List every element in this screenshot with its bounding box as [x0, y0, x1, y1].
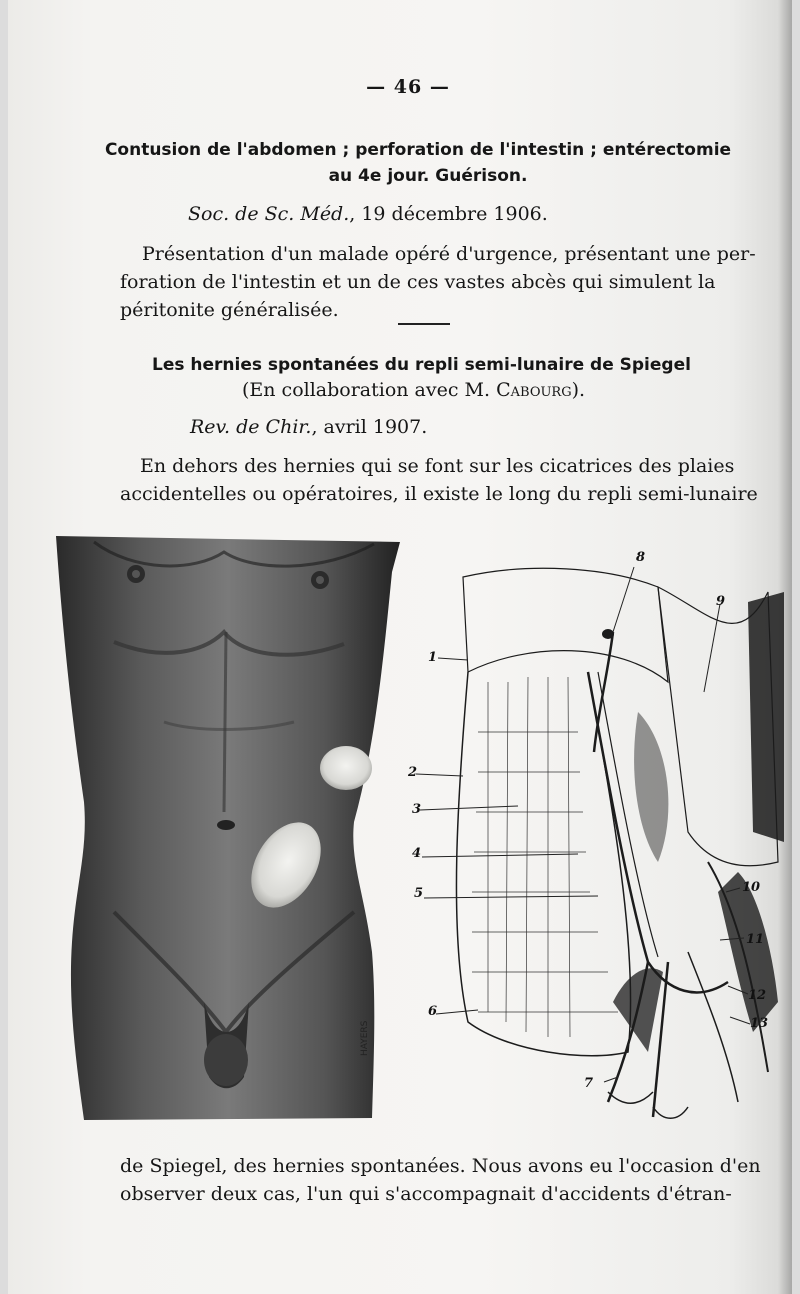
figure-label-12: 12: [748, 988, 767, 1003]
figure-label-6: 6: [428, 1004, 438, 1019]
figure-label-1: 1: [428, 650, 438, 665]
page-number: — 46 —: [366, 76, 450, 98]
figure-label-5: 5: [414, 886, 424, 901]
section2-body-line-1: En dehors des hernies qui se font sur les cicatrices des plaies: [140, 455, 735, 477]
section1-citation-journal: Soc. de Sc. Méd.: [188, 203, 350, 225]
figure-label-7: 7: [584, 1076, 594, 1091]
continuation-line-1: de Spiegel, des hernies spontanées. Nous avons eu l'occasion d'en: [120, 1155, 761, 1177]
anatomical-drawing: [408, 532, 788, 1122]
section2-collab-prefix: (En collaboration avec M.: [242, 379, 497, 401]
section-divider: [398, 323, 450, 325]
section1-citation-date: , 19 décembre 1906.: [349, 203, 548, 225]
section2-title-line1: Les hernies spontanées du repli semi-lunaire de Spiegel: [152, 355, 691, 375]
section2-citation: [190, 413, 427, 442]
section1-title-line2: au 4e jour. Guérison.: [328, 166, 528, 186]
section2-collab-suffix: ).: [571, 379, 586, 401]
figure-label-9: 9: [716, 594, 726, 609]
section1-body-line-3: péritonite généralisée.: [120, 299, 339, 321]
section2-title-line2: [242, 376, 585, 405]
section1-body-line-1: Présentation d'un malade opéré d'urgence, présentant une per-: [142, 243, 756, 265]
figure-label-8: 8: [636, 550, 646, 565]
section2-collab-name: Cabourg: [496, 379, 572, 401]
figure-label-10: 10: [742, 880, 761, 895]
engraver-signature: HAYERS: [360, 1020, 370, 1056]
figure-label-2: 2: [408, 765, 418, 780]
section1-citation: [188, 200, 548, 229]
figure-label-4: 4: [412, 846, 422, 861]
section2-citation-journal: Rev. de Chir.: [190, 416, 312, 438]
figure-label-11: 11: [746, 932, 765, 947]
section1-body-line-2: foration de l'intestin et un de ces vastes abcès qui simulent la: [120, 271, 716, 293]
section2-citation-date: , avril 1907.: [311, 416, 428, 438]
continuation-line-2: observer deux cas, l'un qui s'accompagnait d'accidents d'étran-: [120, 1183, 732, 1205]
figure-label-13: 13: [750, 1016, 769, 1031]
document-page: [8, 0, 792, 1294]
section2-body-line-2: accidentelles ou opératoires, il existe le long du repli semi-lunaire: [120, 483, 758, 505]
torso-illustration: [54, 532, 400, 1120]
section1-title-line1: Contusion de l'abdomen ; perforation de l'intestin ; entérectomie: [104, 140, 732, 160]
figure-label-3: 3: [412, 802, 422, 817]
